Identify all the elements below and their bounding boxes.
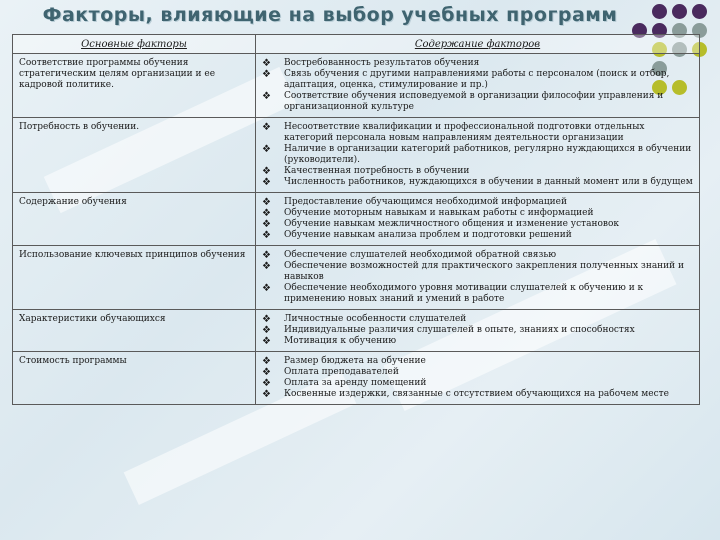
table-row <box>13 54 700 118</box>
factor-content-list <box>262 314 693 347</box>
factor-cell <box>13 246 256 310</box>
diamond-bullet-icon: ❖ <box>262 356 271 367</box>
list-item <box>262 69 693 91</box>
diamond-bullet-icon: ❖ <box>262 367 271 378</box>
list-item-text: Обучение навыкам межличностного общения и изменение установок <box>284 219 619 229</box>
list-item <box>262 230 693 241</box>
list-item <box>262 378 693 389</box>
factor-content-cell <box>256 352 700 405</box>
factor-content-list <box>262 122 693 188</box>
table-row <box>13 352 700 405</box>
diamond-bullet-icon: ❖ <box>262 230 271 241</box>
diamond-bullet-icon: ❖ <box>262 250 271 261</box>
factor-cell <box>13 352 256 405</box>
list-item <box>262 177 693 188</box>
factor-name: Стоимость программы <box>19 356 127 366</box>
diamond-bullet-icon: ❖ <box>262 314 271 325</box>
diamond-bullet-icon: ❖ <box>262 208 271 219</box>
diamond-bullet-icon: ❖ <box>262 122 271 133</box>
header-main-factors: Основные факторы <box>13 35 256 54</box>
decorative-dot <box>692 4 707 19</box>
list-item-text: Обеспечение необходимого уровня мотивации слушателей к обучению и к применению новых знаний и умений в работе <box>284 283 644 304</box>
diamond-bullet-icon: ❖ <box>262 144 271 155</box>
header-factor-content: Содержание факторов <box>256 35 700 54</box>
list-item-text: Соответствие обучения исповедуемой в организации философии управления и организационной культуре <box>284 91 664 112</box>
factor-name: Характеристики обучающихся <box>19 314 166 324</box>
table-row <box>13 193 700 246</box>
factor-content-list <box>262 58 693 113</box>
list-item-text: Личностные особенности слушателей <box>284 314 467 324</box>
list-item-text: Обеспечение возможностей для практического закрепления полученных знаний и навыков <box>284 261 685 282</box>
page-title: Факторы, влияющие на выбор учебных программ <box>42 4 618 26</box>
factor-content-cell <box>256 246 700 310</box>
list-item <box>262 356 693 367</box>
diamond-bullet-icon: ❖ <box>262 325 271 336</box>
list-item <box>262 336 693 347</box>
list-item <box>262 122 693 144</box>
list-item <box>262 325 693 336</box>
factor-content-list <box>262 197 693 241</box>
list-item-text: Численность работников, нуждающихся в обучении в данный момент или в будущем <box>284 177 693 187</box>
factor-content-list <box>262 250 693 305</box>
factor-content-cell <box>256 193 700 246</box>
list-item-text: Размер бюджета на обучение <box>284 356 426 366</box>
factor-content-cell <box>256 118 700 193</box>
table-row <box>13 118 700 193</box>
list-item <box>262 261 693 283</box>
factor-cell <box>13 193 256 246</box>
factor-cell <box>13 118 256 193</box>
factor-cell <box>13 310 256 352</box>
list-item-text: Индивидуальные различия слушателей в опыте, знаниях и способностях <box>284 325 635 335</box>
list-item <box>262 367 693 378</box>
diamond-bullet-icon: ❖ <box>262 197 271 208</box>
diamond-bullet-icon: ❖ <box>262 219 271 230</box>
list-item <box>262 219 693 230</box>
diamond-bullet-icon: ❖ <box>262 283 271 294</box>
diamond-bullet-icon: ❖ <box>262 261 271 272</box>
list-item <box>262 166 693 177</box>
factor-name: Содержание обучения <box>19 197 127 207</box>
decorative-dot <box>632 4 647 19</box>
list-item <box>262 91 693 113</box>
diamond-bullet-icon: ❖ <box>262 166 271 177</box>
list-item-text: Связь обучения с другими направлениями работы с персоналом (поиск и отбор, адаптация, оценка, стимулирование и пр.) <box>284 69 670 90</box>
list-item <box>262 197 693 208</box>
list-item <box>262 250 693 261</box>
factor-name: Использование ключевых принципов обучения <box>19 250 246 260</box>
diamond-bullet-icon: ❖ <box>262 336 271 347</box>
list-item-text: Обеспечение слушателей необходимой обратной связью <box>284 250 557 260</box>
list-item <box>262 389 693 400</box>
factor-name: Потребность в обучении. <box>19 122 140 132</box>
diamond-bullet-icon: ❖ <box>262 91 271 102</box>
diamond-bullet-icon: ❖ <box>262 378 271 389</box>
table-header-row <box>13 35 700 54</box>
list-item-text: Оплата за аренду помещений <box>284 378 427 388</box>
list-item-text: Оплата преподавателей <box>284 367 399 377</box>
table-row <box>13 310 700 352</box>
list-item <box>262 208 693 219</box>
list-item <box>262 314 693 325</box>
list-item-text: Предоставление обучающимся необходимой информацией <box>284 197 567 207</box>
table-row <box>13 246 700 310</box>
list-item <box>262 58 693 69</box>
factors-table <box>12 34 700 405</box>
decorative-dot <box>672 4 687 19</box>
diamond-bullet-icon: ❖ <box>262 389 271 400</box>
diamond-bullet-icon: ❖ <box>262 58 271 69</box>
list-item <box>262 144 693 166</box>
list-item-text: Мотивация к обучению <box>284 336 397 346</box>
factor-cell <box>13 54 256 118</box>
list-item-text: Востребованность результатов обучения <box>284 58 480 68</box>
decorative-dot <box>652 4 667 19</box>
factor-content-cell <box>256 310 700 352</box>
list-item-text: Несоответствие квалификации и профессиональной подготовки отдельных категорий персонала новым направлениям деятельности организации <box>284 122 645 143</box>
list-item-text: Обучение навыкам анализа проблем и подготовки решений <box>284 230 572 240</box>
list-item-text: Косвенные издержки, связанные с отсутствием обучающихся на рабочем месте <box>284 389 669 399</box>
list-item-text: Обучение моторным навыкам и навыкам работы с информацией <box>284 208 594 218</box>
diamond-bullet-icon: ❖ <box>262 69 271 80</box>
diamond-bullet-icon: ❖ <box>262 177 271 188</box>
list-item <box>262 283 693 305</box>
factor-name: Соответствие программы обучения стратегическим целям организации и ее кадровой политике. <box>19 58 216 90</box>
list-item-text: Наличие в организации категорий работников, регулярно нуждающихся в обучении (руководители). <box>284 144 692 165</box>
factor-content-cell <box>256 54 700 118</box>
list-item-text: Качественная потребность в обучении <box>284 166 470 176</box>
factor-content-list <box>262 356 693 400</box>
